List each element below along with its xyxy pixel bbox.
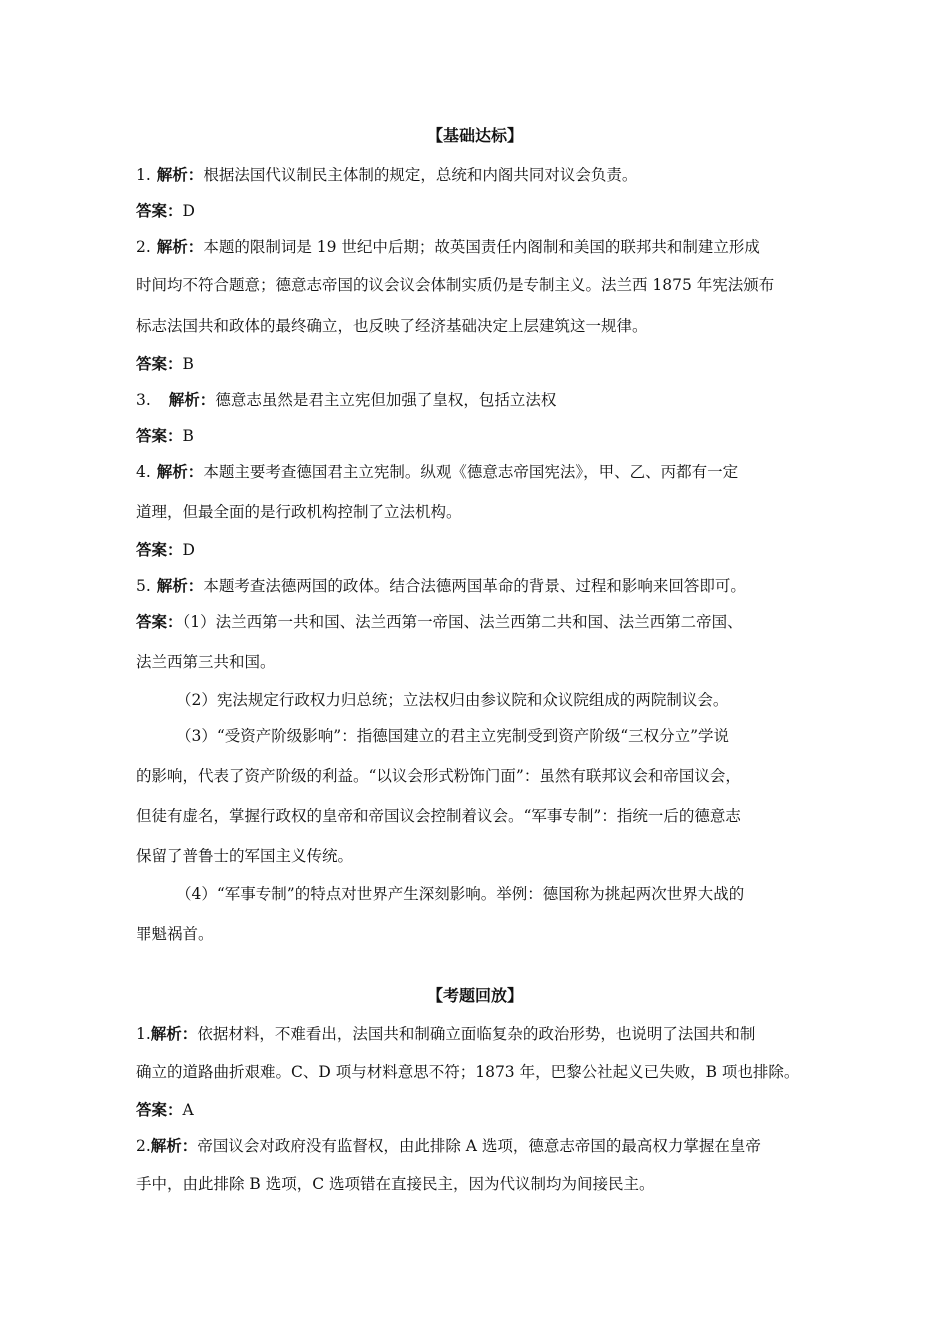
q5-answer-label: 答案： <box>136 612 183 631</box>
q5-analysis-label: 解析： <box>156 576 204 595</box>
q5-answer-part1-b: 法兰西第三共和国。 <box>136 653 276 671</box>
q5-answer-part3-b: 的影响，代表了资产阶级的利益。“以议会形式粉饰门面”：虽然有联邦议会和帝国议会， <box>136 767 741 785</box>
q5-answer-part2: （2）宪法规定行政权力归总统；立法权归由参议院和众议院组成的两院制议会。 <box>176 691 729 709</box>
q2-answer-value: B <box>182 355 194 373</box>
q2-number: 2. <box>136 238 151 256</box>
q5-analysis <box>136 576 816 596</box>
q1-analysis-text: 根据法国代议制民主体制的规定，总统和内阁共同对议会负责。 <box>203 166 638 184</box>
section-heading-review: 【考题回放】 <box>426 986 523 1005</box>
q3-analysis-text: 德意志虽然是君主立宪但加强了皇权，包括立法权 <box>215 391 557 409</box>
q4-answer <box>136 540 816 560</box>
q2-analysis <box>136 237 816 257</box>
q5-answer-part4-b: 罪魁祸首。 <box>136 925 214 943</box>
r2-analysis <box>136 1136 816 1156</box>
q2-answer <box>136 354 816 374</box>
q2-answer-label: 答案： <box>136 354 183 373</box>
q5-answer-part3-d: 保留了普鲁士的军国主义传统。 <box>136 847 354 865</box>
r1-answer <box>136 1100 816 1120</box>
q2-analysis-label: 解析： <box>156 237 204 256</box>
q1-answer-label: 答案： <box>136 201 183 220</box>
q5-answer-part1-a: （1）法兰西第一共和国、法兰西第一帝国、法兰西第二共和国、法兰西第二帝国、 <box>182 613 743 631</box>
q4-analysis-text-2: 道理，但最全面的是行政机构控制了立法机构。 <box>136 503 462 521</box>
q1-answer-value: D <box>182 202 195 220</box>
q1-analysis <box>136 165 816 185</box>
q2-analysis-text-1: 本题的限制词是 19 世纪中后期；故英国责任内阁制和美国的联邦共和制建立形成 <box>203 238 760 256</box>
q3-answer <box>136 426 816 446</box>
q1-analysis-label: 解析： <box>156 165 204 184</box>
r2-analysis-text-1: 帝国议会对政府没有监督权，由此排除 A 选项，德意志帝国的最高权力掌握在皇帝 <box>197 1137 761 1155</box>
q3-number: 3. <box>136 391 151 409</box>
q4-number: 4. <box>136 463 151 481</box>
q1-answer <box>136 201 816 221</box>
q2-analysis-text-2: 时间均不符合题意；德意志帝国的议会议会体制实质仍是专制主义。法兰西 1875 年宪法颁布 <box>136 276 775 294</box>
r1-analysis-label: 解析： <box>150 1024 198 1043</box>
r1-analysis-text-2: 确立的道路曲折艰难。C、D 项与材料意思不符；1873 年，巴黎公社起义已失败，B 项也排除。 <box>136 1063 800 1081</box>
r1-answer-label: 答案： <box>136 1100 183 1119</box>
q4-analysis-label: 解析： <box>156 462 204 481</box>
q5-number: 5. <box>136 577 151 595</box>
q4-answer-label: 答案： <box>136 540 183 559</box>
q4-analysis-text-1: 本题主要考查德国君主立宪制。纵观《德意志帝国宪法》，甲、乙、丙都有一定 <box>203 463 739 481</box>
q3-analysis-label: 解析： <box>168 390 216 409</box>
q4-answer-value: D <box>182 541 195 559</box>
q2-analysis-text-3: 标志法国共和政体的最终确立，也反映了经济基础决定上层建筑这一规律。 <box>136 317 648 335</box>
q5-answer-part3-c: 但徒有虚名，掌握行政权的皇帝和帝国议会控制着议会。“军事专制”：指统一后的德意志 <box>136 807 741 825</box>
q4-analysis <box>136 462 816 482</box>
q3-answer-label: 答案： <box>136 426 183 445</box>
r1-number: 1. <box>136 1025 151 1043</box>
r1-answer-value: A <box>182 1101 194 1119</box>
section-heading-basic: 【基础达标】 <box>426 126 523 145</box>
q5-analysis-text: 本题考查法德两国的政体。结合法德两国革命的背景、过程和影响来回答即可。 <box>203 577 746 595</box>
r1-analysis <box>136 1024 816 1044</box>
q5-answer-part4-a: （4）“军事专制”的特点对世界产生深刻影响。举例：德国称为挑起两次世界大战的 <box>176 885 745 903</box>
q5-answer-part3-a: （3）“受资产阶级影响”：指德国建立的君主立宪制受到资产阶级“三权分立”学说 <box>176 727 730 745</box>
r2-number: 2. <box>136 1137 151 1155</box>
r2-analysis-text-2: 手中，由此排除 B 选项，C 选项错在直接民主，因为代议制均为间接民主。 <box>136 1175 655 1193</box>
q3-analysis <box>136 390 816 410</box>
q3-answer-value: B <box>182 427 194 445</box>
q1-number: 1. <box>136 166 151 184</box>
r2-analysis-label: 解析： <box>150 1136 198 1155</box>
q5-answer-line-1 <box>136 612 816 632</box>
r1-analysis-text-1: 依据材料，不难看出，法国共和制确立面临复杂的政治形势，也说明了法国共和制 <box>197 1025 756 1043</box>
